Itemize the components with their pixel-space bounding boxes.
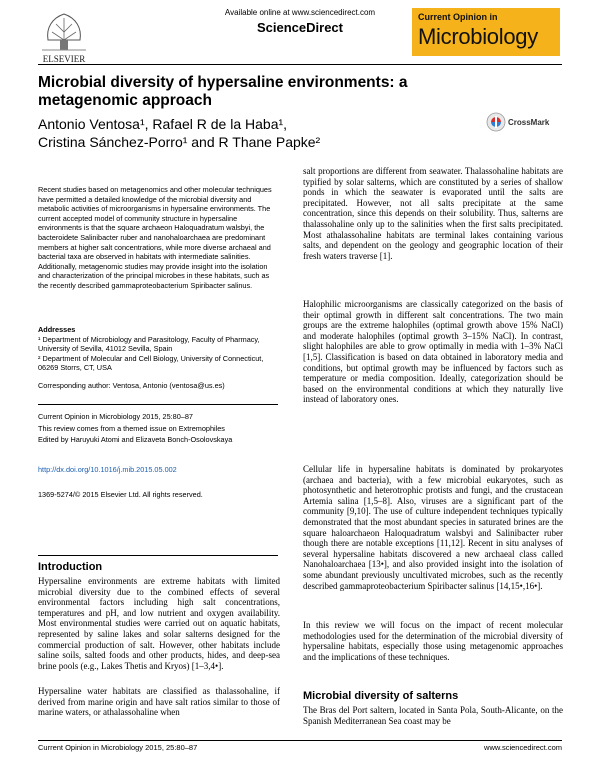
divider xyxy=(38,404,278,405)
salterns-paragraph: The Bras del Port saltern, located in Santa Pola, South-Alicante, on the Spanish Mediterranean Sea coast may be xyxy=(303,705,563,726)
introduction-heading: Introduction xyxy=(38,561,103,573)
editors: Edited by Haruyuki Atomi and Elizaveta Bonch-Osolovskaya xyxy=(38,435,233,444)
authors-line-1: Antonio Ventosa¹, Rafael R de la Haba¹, xyxy=(38,116,288,132)
doi-block xyxy=(38,465,278,475)
elsevier-logo-text: ELSEVIER xyxy=(42,54,86,64)
journal-info xyxy=(38,411,278,446)
addresses xyxy=(38,325,278,373)
elsevier-logo xyxy=(38,10,90,64)
article-title: Microbial diversity of hypersaline environments: a metagenomic approach xyxy=(38,74,408,109)
header-divider xyxy=(38,64,562,65)
footer-citation: Current Opinion in Microbiology 2015, 25:80–87 xyxy=(38,743,198,752)
footer-divider xyxy=(38,740,562,741)
journal-badge xyxy=(412,8,560,56)
address-1: ¹ Department of Microbiology and Parasitology, Faculty of Pharmacy, University of Sevilla, 41012 Sevilla, Spain xyxy=(38,334,260,354)
authors-line-2: Cristina Sánchez-Porro¹ and R Thane Papke² xyxy=(38,134,321,150)
doi-link[interactable]: http://dx.doi.org/10.1016/j.mib.2015.05.002 xyxy=(38,465,177,474)
abstract: Recent studies based on metagenomics and other molecular techniques have permitted a detailed knowledge of the microbial diversity and metabolic activities of microorganisms in hypersaline environments. The current accepted model of community structure in hypersaline environments is that the square archaeon Haloquadratum walsbyi, the bacteroidete Salinibacter ruber and nanohaloarchaea are predominant members at higher salt concentrations, while more diverse archaeal and bacterial taxa are observed in habitats with intermediate salinities. Additionally, metagenomic studies may provide insight into the isolation and characterization of the principal microbes in these habitats, such as the recently described gammaproteobacterium Spiribacter salinus. xyxy=(38,185,272,290)
intro-paragraph-2: Hypersaline water habitats are classified as thalassohaline, if derived from marine origin and have salt ratios similar to those of marine waters, or athalassohaline when xyxy=(38,686,280,718)
journal-badge-line1: Current Opinion in xyxy=(418,12,498,22)
copyright: 1369-5274/© 2015 Elsevier Ltd. All rights reserved. xyxy=(38,490,203,499)
right-paragraph-3: Cellular life in hypersaline habitats is dominated by prokaryotes (archaea and bacteria), with a few microbial eukaryotes, such as photosynthetic and heterotrophic protists and fungi, and the crustacean Artemia salina [1,5–8]. Also, viruses are a significant part of the community [9,10]. The use of culture independent techniques typically demonstrated that the most abundant species in saturated brines are the square haloarchaeon Haloquadratum walsbyi and Salinibacter ruber though there are notable exceptions [11,12]. Recent in situ analyses of several hypersaline habitats discovered a new archaeal class called Nanohaloarchaea [13•], and also provided insight into the isolation of some abundant previously uncultivated microbes, such as the recently described gammaproteobacterium Spiribacter salinus [14,15•,16•]. xyxy=(303,464,563,591)
right-paragraph-2: Halophilic microorganisms are classically categorized on the basis of their optimal growth in different salt concentrations. The two main groups are the extreme halophiles (optimal growth above 15% NaCl) and moderate halophiles (optimal growth 3–15% NaCl). In contrast, slight halophiles are able to grow optimally in media with 1–3% NaCl [1,5]. Classification is based on data obtained in laboratory media and conditions, but optimal growth may be influenced by factors such as temperature or media composition. Ideally, categorization should be based on the environmental conditions at which they naturally live instead of laboratory ones. xyxy=(303,299,563,405)
corresponding-author: Corresponding author: Ventosa, Antonio (ventosa@us.es) xyxy=(38,381,225,390)
addresses-heading: Addresses xyxy=(38,325,76,334)
journal-badge-line2: Microbiology xyxy=(418,24,538,49)
crossmark-label: CrossMark xyxy=(508,118,550,127)
journal-citation: Current Opinion in Microbiology 2015, 25:80–87 xyxy=(38,412,193,421)
sciencedirect-brand[interactable]: ScienceDirect xyxy=(257,20,343,35)
available-online-text: Available online at www.sciencedirect.com xyxy=(224,8,376,17)
themed-issue-note: This review comes from a themed issue on Extremophiles xyxy=(38,423,225,433)
right-paragraph-1: salt proportions are different from seawater. Thalassohaline habitats are typified by solar salterns, which are constituted by a series of shallow ponds in which the seawater is evaporated until the salts are precipitated. However, not all salts precipitate at the same concentration, since this depends on their solubility. Thus, salterns are thalassohaline only up to the salinities when the first salts precipitated. Most athalassohaline habitats are terminal lakes containing various salts, and dependent on the geology and geographic location of their fresh waters traverse [1]. xyxy=(303,166,563,261)
intro-paragraph-1: Hypersaline environments are extreme habitats with limited microbial diversity due to the combined effects of several environmental factors including high salt concentrations, temperatures and pH, and low nutrient and oxygen availability. Most environmental studies were carried out on aquatic habitats, represented by saline lakes and solar salterns designed for the commercial production of salt. However, other habitats include saline soils, salted foods and other products, hides, and deep-sea brine pools (e.g., Lakes Thetis and Kryos) [1–3,4•]. xyxy=(38,576,280,671)
author-list xyxy=(38,115,458,151)
address-2: ² Department of Molecular and Cell Biology, University of Connecticut, 06269 Storrs, CT, USA xyxy=(38,353,264,373)
divider xyxy=(38,555,278,556)
footer-website[interactable]: www.sciencedirect.com xyxy=(484,743,562,752)
right-paragraph-4: In this review we will focus on the impact of recent molecular methodologies used for the determination of the microbial diversity of hypersaline habitats, especially those using metagenomic approaches and the implications of these techniques. xyxy=(303,620,563,662)
crossmark-badge[interactable] xyxy=(486,110,556,134)
salterns-heading: Microbial diversity of salterns xyxy=(303,690,459,702)
